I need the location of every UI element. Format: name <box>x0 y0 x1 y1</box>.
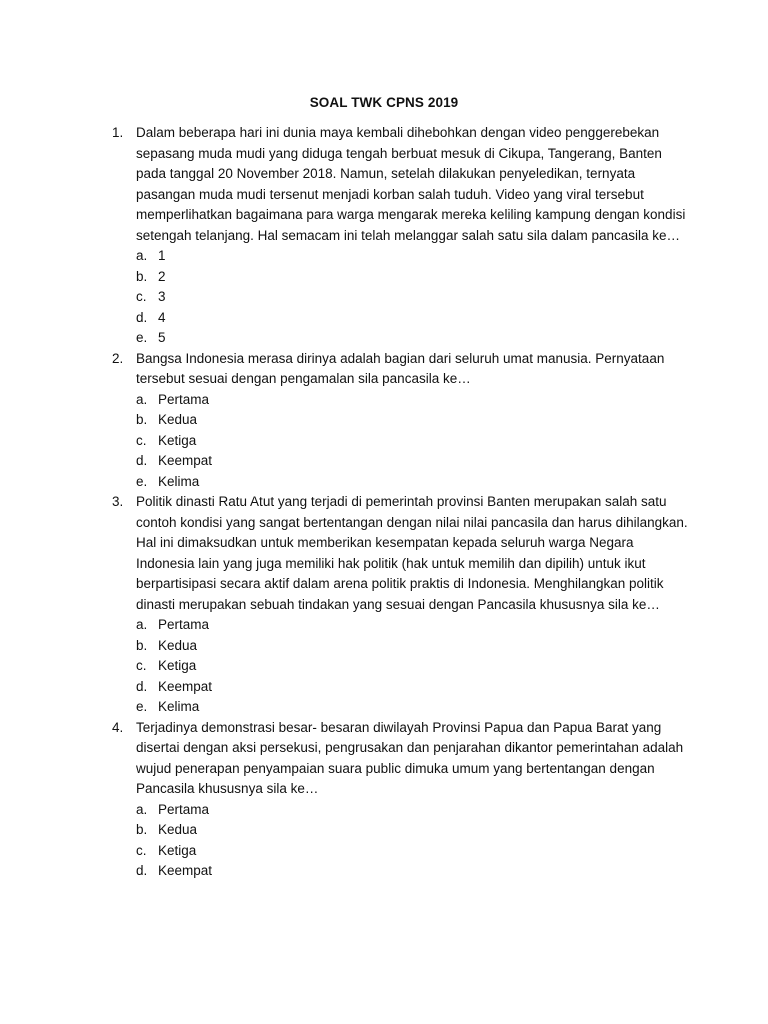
answer-options <box>136 246 692 349</box>
answer-option <box>136 328 692 349</box>
option-text: Kedua <box>158 822 198 837</box>
answer-option <box>136 287 692 308</box>
answer-option <box>136 800 692 821</box>
question-list <box>112 123 692 882</box>
option-letter: c. <box>136 842 147 858</box>
option-text: 2 <box>158 268 166 284</box>
question-item <box>112 123 692 349</box>
option-text: Keempat <box>158 863 213 878</box>
answer-option <box>136 677 692 698</box>
option-letter: a. <box>136 248 148 263</box>
question-number: 3. <box>112 494 124 509</box>
option-letter: d. <box>136 309 148 325</box>
option-text: Kedua <box>158 637 198 653</box>
option-text: Kelima <box>158 699 200 714</box>
option-letter: e. <box>136 330 148 345</box>
answer-option <box>136 451 692 472</box>
option-letter: b. <box>136 637 148 653</box>
option-letter: c. <box>136 289 147 304</box>
answer-option <box>136 431 692 452</box>
question-text: Politik dinasti Ratu Atut yang terjadi di pemerintah provinsi Banten merupakan salah satu contoh kondisi yang sangat bertentangan dengan nilai nilai pancasila dan harus dihilangkan. Hal ini dimaksudkan untuk memberikan kesempatan kepada seluruh warga Negara Indonesia lain yang juga memiliki hak politik (hak untuk memilih dan dipilih) untuk ikut berpartisipasi secara aktif dalam arena politik praktis di Indonesia. Menghilangkan politik dinasti merupakan sebuah tindakan yang sesuai dengan Pancasila khususnya sila ke… <box>136 494 688 612</box>
question-item <box>112 718 692 882</box>
option-letter: d. <box>136 453 148 468</box>
page-title: SOAL TWK CPNS 2019 <box>309 95 459 110</box>
option-text: Pertama <box>158 617 210 632</box>
question-number: 2. <box>112 350 124 366</box>
answer-option <box>136 697 692 718</box>
question-number: 4. <box>112 719 124 735</box>
option-letter: c. <box>136 658 147 673</box>
question-number: 1. <box>112 125 124 140</box>
option-text: Ketiga <box>158 842 197 858</box>
option-letter: a. <box>136 801 148 817</box>
answer-option <box>136 308 692 329</box>
answer-option <box>136 820 692 841</box>
option-letter: c. <box>136 432 147 448</box>
option-letter: b. <box>136 268 148 284</box>
option-letter: b. <box>136 412 148 427</box>
option-text: 1 <box>158 248 166 263</box>
option-text: Pertama <box>158 801 210 817</box>
question-item <box>112 492 692 718</box>
option-text: Ketiga <box>158 432 197 448</box>
answer-option <box>136 861 692 882</box>
answer-options <box>136 615 692 718</box>
question-text: Bangsa Indonesia merasa dirinya adalah bagian dari seluruh umat manusia. Pernyataan tersebut sesuai dengan pengamalan sila pancasila ke… <box>136 350 665 386</box>
option-text: Ketiga <box>158 658 197 673</box>
option-text: Keempat <box>158 453 213 468</box>
answer-option <box>136 472 692 493</box>
question-item <box>112 349 692 493</box>
answer-options <box>136 390 692 493</box>
option-text: 5 <box>158 330 166 345</box>
option-letter: a. <box>136 617 148 632</box>
option-text: 3 <box>158 289 166 304</box>
answer-option <box>136 267 692 288</box>
option-letter: e. <box>136 699 148 714</box>
option-text: Kelima <box>158 473 200 489</box>
answer-option <box>136 246 692 267</box>
option-letter: e. <box>136 473 148 489</box>
answer-option <box>136 615 692 636</box>
question-text: Dalam beberapa hari ini dunia maya kembali dihebohkan dengan video penggerebekan sepasang muda mudi yang diduga tengah berbuat mesuk di Cikupa, Tangerang, Banten pada tanggal 20 November 2018. Namun, setelah dilakukan penyeledikan, ternyata pasangan muda mudi tersenut menjadi korban salah tuduh. Video yang viral tersebut memperlihatkan bagaimana para warga mengarak mereka keliling kampung dengan kondisi setengah telanjang. Hal semacam ini telah melanggar salah satu sila dalam pancasila ke… <box>136 125 686 243</box>
option-letter: a. <box>136 391 148 407</box>
answer-option <box>136 841 692 862</box>
question-text: Terjadinya demonstrasi besar- besaran diwilayah Provinsi Papua dan Papua Barat yang disertai dengan aksi persekusi, pengrusakan dan penjarahan dikantor pemerintahan adalah wujud penerapan penyampaian suara public dimuka umum yang bertentangan dengan Pancasila khususnya sila ke… <box>136 719 684 796</box>
option-text: 4 <box>158 309 166 325</box>
answer-option <box>136 390 692 411</box>
answer-options <box>136 800 692 882</box>
option-text: Keempat <box>158 678 213 694</box>
option-letter: d. <box>136 678 148 694</box>
option-text: Pertama <box>158 391 210 407</box>
answer-option <box>136 656 692 677</box>
option-text: Kedua <box>158 412 198 427</box>
answer-option <box>136 410 692 431</box>
answer-option <box>136 636 692 657</box>
option-letter: d. <box>136 863 148 878</box>
option-letter: b. <box>136 822 148 837</box>
